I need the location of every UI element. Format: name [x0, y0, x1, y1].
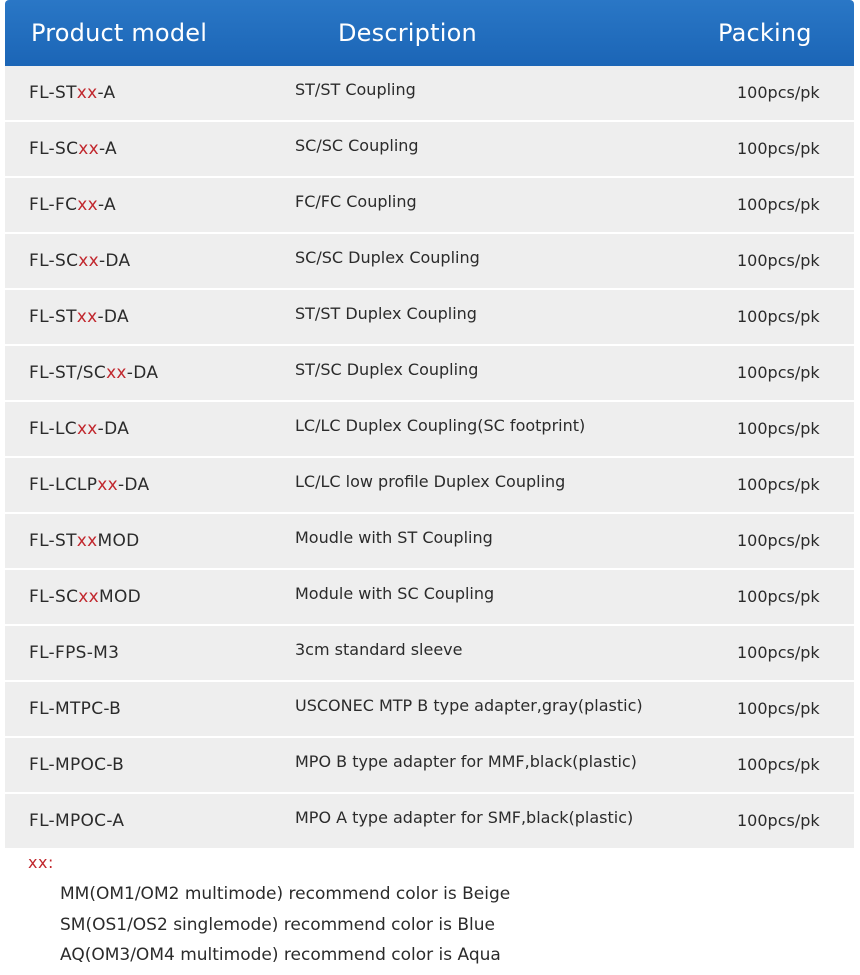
- table-row: [5, 122, 854, 178]
- table-row: [5, 682, 854, 738]
- model-suffix: MOD: [98, 587, 142, 607]
- model-color-code: xx: [76, 83, 98, 103]
- table-row: [5, 514, 854, 570]
- table-row: [5, 626, 854, 682]
- model-color-code: xx: [78, 251, 99, 271]
- model-suffix: -DA: [97, 307, 129, 327]
- description-cell: MPO A type adapter for SMF,black(plastic): [295, 808, 634, 827]
- product-model-cell: [29, 195, 116, 215]
- description-cell: LC/LC Duplex Coupling(SC footprint): [295, 416, 586, 435]
- notes-line: SM(OS1/OS2 singlemode) recommend color is Blue: [60, 914, 496, 935]
- model-color-code: xx: [76, 307, 98, 327]
- description-cell: 3cm standard sleeve: [295, 640, 463, 659]
- header-product-model: Product model: [31, 19, 208, 47]
- packing-cell: 100pcs/pk: [737, 307, 820, 326]
- model-prefix: FL-ST/SC: [29, 363, 107, 383]
- model-suffix: -DA: [98, 251, 131, 271]
- packing-cell: 100pcs/pk: [737, 139, 820, 158]
- product-model-cell: [29, 475, 149, 495]
- product-model-cell: [29, 811, 124, 831]
- packing-cell: 100pcs/pk: [737, 699, 820, 718]
- description-cell: FC/FC Coupling: [295, 192, 417, 211]
- model-color-code: xx: [97, 475, 118, 495]
- model-prefix: FL-FC: [29, 195, 78, 215]
- model-color-code: xx: [78, 587, 99, 607]
- description-cell: LC/LC low profile Duplex Coupling: [295, 472, 566, 491]
- description-cell: Module with SC Coupling: [295, 584, 495, 603]
- table-row: [5, 290, 854, 346]
- model-suffix: -A: [97, 195, 116, 215]
- description-cell: Moudle with ST Coupling: [295, 528, 493, 547]
- model-prefix: FL-MPOC-A: [29, 811, 125, 831]
- description-cell: ST/SC Duplex Coupling: [295, 360, 479, 379]
- description-cell: USCONEC MTP B type adapter,gray(plastic): [295, 696, 643, 715]
- model-prefix: FL-SC: [29, 251, 79, 271]
- product-model-cell: [29, 643, 119, 663]
- product-model-cell: [29, 363, 158, 383]
- model-suffix: -DA: [97, 419, 130, 439]
- table-row: [5, 234, 854, 290]
- model-color-code: xx: [106, 363, 127, 383]
- packing-cell: 100pcs/pk: [737, 83, 820, 102]
- packing-cell: 100pcs/pk: [737, 251, 820, 270]
- model-suffix: -DA: [117, 475, 150, 495]
- product-model-cell: [29, 531, 140, 551]
- header-packing: Packing: [718, 19, 812, 47]
- model-color-code: xx: [77, 195, 98, 215]
- model-prefix: FL-ST: [29, 307, 77, 327]
- description-cell: MPO B type adapter for MMF,black(plastic): [295, 752, 637, 771]
- table-row: [5, 570, 854, 626]
- product-model-cell: [29, 307, 129, 327]
- product-model-cell: [29, 587, 141, 607]
- model-color-code: xx: [76, 531, 98, 551]
- description-cell: SC/SC Duplex Coupling: [295, 248, 480, 267]
- model-prefix: FL-ST: [29, 531, 77, 551]
- product-model-cell: [29, 139, 117, 159]
- table-row: [5, 66, 854, 122]
- notes-line: MM(OM1/OM2 multimode) recommend color is Beige: [60, 884, 511, 904]
- description-cell: SC/SC Coupling: [295, 136, 419, 155]
- model-prefix: FL-SC: [29, 587, 79, 607]
- product-model-cell: [29, 699, 121, 719]
- packing-cell: 100pcs/pk: [737, 475, 820, 494]
- model-prefix: FL-MTPC-B: [29, 699, 122, 719]
- model-color-code: xx: [76, 419, 98, 439]
- table-header: [5, 0, 854, 66]
- packing-cell: 100pcs/pk: [737, 195, 820, 214]
- product-model-cell: [29, 419, 129, 439]
- model-prefix: FL-SC: [29, 139, 79, 159]
- model-suffix: -A: [98, 139, 117, 159]
- header-description: Description: [338, 19, 477, 47]
- product-model-cell: [29, 755, 124, 775]
- notes-label: xx:: [28, 853, 54, 872]
- packing-cell: 100pcs/pk: [737, 811, 820, 830]
- description-cell: ST/ST Coupling: [295, 80, 416, 99]
- model-suffix: -DA: [126, 363, 159, 383]
- model-color-code: xx: [78, 139, 99, 159]
- notes-line: AQ(OM3/OM4 multimode) recommend color is Aqua: [60, 945, 501, 965]
- table-row: [5, 738, 854, 794]
- table-row: [5, 458, 854, 514]
- model-suffix: MOD: [97, 531, 140, 551]
- model-prefix: FL-MPOC-B: [29, 755, 125, 775]
- table-body: [5, 66, 854, 850]
- model-prefix: FL-LC: [29, 419, 77, 439]
- packing-cell: 100pcs/pk: [737, 643, 820, 662]
- table-row: [5, 178, 854, 234]
- xx-notes: [28, 853, 511, 971]
- product-model-cell: [29, 83, 116, 103]
- product-model-cell: [29, 251, 130, 271]
- packing-cell: 100pcs/pk: [737, 587, 820, 606]
- table-row: [5, 402, 854, 458]
- packing-cell: 100pcs/pk: [737, 755, 820, 774]
- model-prefix: FL-ST: [29, 83, 77, 103]
- model-prefix: FL-FPS-M3: [29, 643, 120, 663]
- model-suffix: -A: [97, 83, 116, 103]
- table-row: [5, 794, 854, 850]
- packing-cell: 100pcs/pk: [737, 419, 820, 438]
- packing-cell: 100pcs/pk: [737, 531, 820, 550]
- model-prefix: FL-LCLP: [29, 475, 98, 495]
- table-row: [5, 346, 854, 402]
- packing-cell: 100pcs/pk: [737, 363, 820, 382]
- description-cell: ST/ST Duplex Coupling: [295, 304, 477, 323]
